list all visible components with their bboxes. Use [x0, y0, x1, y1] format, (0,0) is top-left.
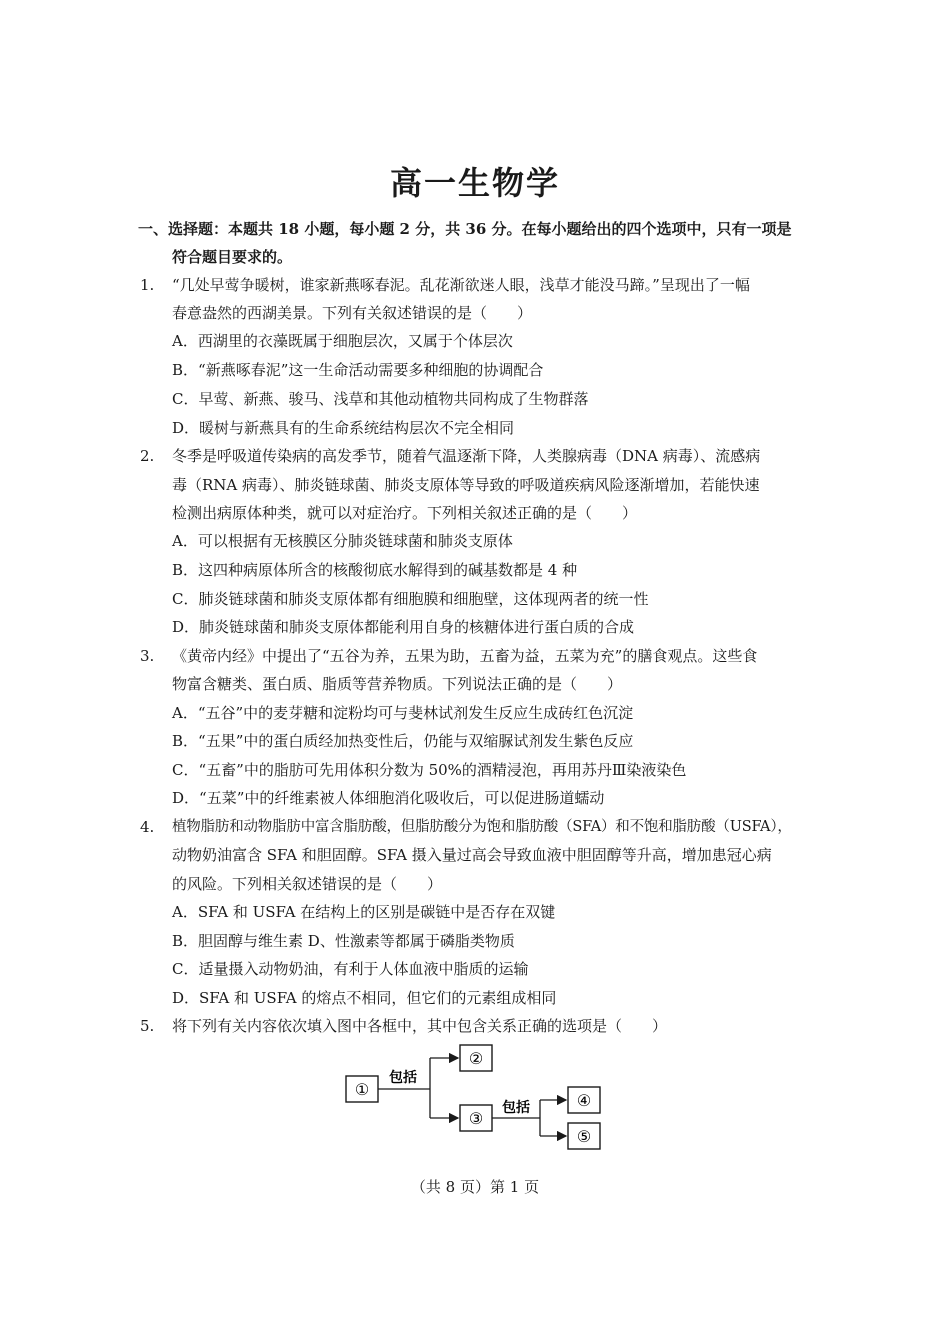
question-4-option-d: D．SFA 和 USFA 的熔点不相同，但它们的元素组成相同 [172, 989, 557, 1007]
question-4-text-line3: 的风险。下列相关叙述错误的是（ ） [172, 875, 443, 893]
diagram-label-include-1: 包括 [389, 1070, 417, 1086]
question-1-text-line2: 春意盎然的西湖美景。下列有关叙述错误的是（ ） [172, 304, 533, 322]
question-2-text-line1: 冬季是呼吸道传染病的高发季节，随着气温逐渐下降，人类腺病毒（DNA 病毒）、流感病 [172, 447, 761, 465]
question-3-option-b: B．“五果”中的蛋白质经加热变性后，仍能与双缩脲试剂发生紫色反应 [172, 732, 634, 750]
diagram-box-4-label: ④ [576, 1091, 592, 1110]
question-3-text-line2: 物富含糖类、蛋白质、脂质等营养物质。下列说法正确的是（ ） [172, 675, 623, 693]
question-5-number: 5. [140, 1017, 155, 1035]
question-1-option-b: B．“新燕啄春泥”这一生命活动需要多种细胞的协调配合 [172, 361, 544, 379]
question-2-option-c: C．肺炎链球菌和肺炎支原体都有细胞膜和细胞壁，这体现两者的统一性 [172, 590, 649, 608]
diagram-box-3-label: ③ [468, 1109, 484, 1128]
question-3-text-line1: 《黄帝内经》中提出了“五谷为养，五果为助，五畜为益，五菜为充”的膳食观点。这些食 [172, 647, 758, 665]
question-4-option-a: A．SFA 和 USFA 在结构上的区别是碳链中是否存在双键 [172, 903, 556, 921]
diagram-box-1-label: ① [354, 1080, 370, 1099]
question-1-text-line1: “几处早莺争暖树，谁家新燕啄春泥。乱花渐欲迷人眼，浅草才能没马蹄。”呈现出了一幅 [172, 276, 750, 294]
question-3-option-a: A．“五谷”中的麦芽糖和淀粉均可与斐林试剂发生反应生成砖红色沉淀 [172, 704, 634, 722]
page-title: 高一生物学 [389, 164, 560, 202]
question-2-option-b: B．这四种病原体所含的核酸彻底水解得到的碱基数都是 4 种 [172, 561, 578, 579]
diagram-box-2-label: ② [468, 1049, 484, 1068]
page-footer: （共 8 页）第 1 页 [410, 1178, 540, 1196]
section-heading-line2: 符合题目要求的。 [172, 248, 293, 266]
question-2-number: 2. [140, 447, 155, 465]
question-4-option-b: B．胆固醇与维生素 D、性激素等都属于磷脂类物质 [172, 932, 515, 950]
question-1-number: 1. [140, 276, 155, 294]
question-2-option-a: A．可以根据有无核膜区分肺炎链球菌和肺炎支原体 [172, 532, 513, 550]
question-4-number: 4. [140, 818, 155, 836]
question-1-option-c: C．早莺、新燕、骏马、浅草和其他动植物共同构成了生物群落 [172, 390, 589, 408]
question-4-text-line1: 植物脂肪和动物脂肪中富含脂肪酸，但脂肪酸分为饱和脂肪酸（SFA）和不饱和脂肪酸（USFA）， [172, 819, 792, 835]
question-4-text-line2: 动物奶油富含 SFA 和胆固醇。SFA 摄入量过高会导致血液中胆固醇等升高，增加患冠心病 [172, 846, 772, 864]
question-2-option-d: D．肺炎链球菌和肺炎支原体都能利用自身的核糖体进行蛋白质的合成 [172, 618, 635, 636]
question-5-text-line1: 将下列有关内容依次填入图中各框中，其中包含关系正确的选项是（ ） [172, 1017, 668, 1035]
question-2-text-line2: 毒（RNA 病毒）、肺炎链球菌、肺炎支原体等导致的呼吸道疾病风险逐渐增加，若能快速 [172, 476, 760, 494]
question-3-option-c: C．“五畜”中的脂肪可先用体积分数为 50%的酒精浸泡，再用苏丹Ⅲ染液染色 [172, 761, 687, 779]
question-3-number: 3. [140, 647, 155, 665]
section-heading-line1: 一、选择题：本题共 18 小题，每小题 2 分，共 36 分。在每小题给出的四个选项中，只有一项是 [138, 220, 792, 238]
question-3-option-d: D．“五菜”中的纤维素被人体细胞消化吸收后，可以促进肠道蠕动 [172, 789, 605, 807]
question-1-option-a: A．西湖里的衣藻既属于细胞层次，又属于个体层次 [172, 332, 513, 350]
diagram-label-include-2: 包括 [502, 1100, 530, 1116]
question-1-option-d: D．暖树与新燕具有的生命系统结构层次不完全相同 [172, 419, 515, 437]
question-2-text-line3: 检测出病原体种类，就可以对症治疗。下列相关叙述正确的是（ ） [172, 504, 638, 522]
inclusion-diagram [340, 1038, 610, 1158]
question-4-option-c: C．适量摄入动物奶油，有利于人体血液中脂质的运输 [172, 960, 529, 978]
diagram-box-5-label: ⑤ [576, 1127, 592, 1146]
